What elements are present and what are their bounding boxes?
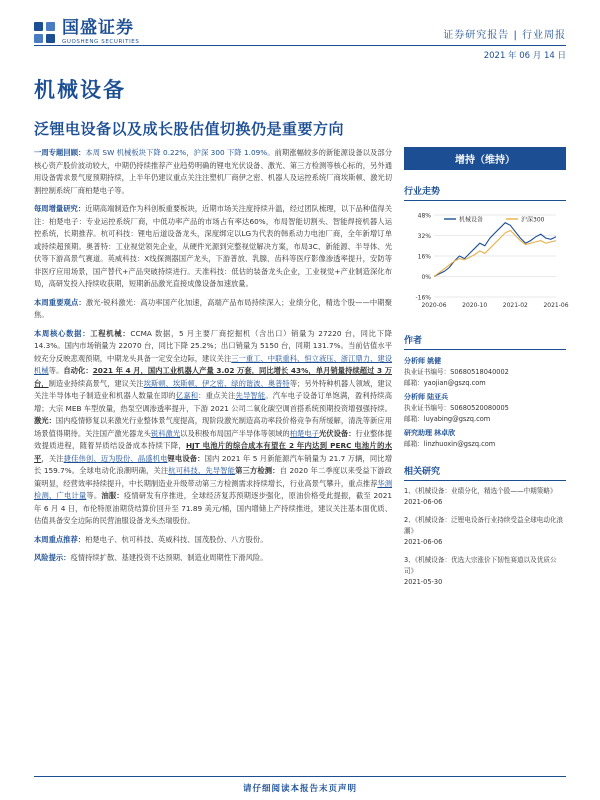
logo-text: 国盛证券 xyxy=(62,18,134,38)
emphasis-text: 2021 年 4 月，国内工业机器人产量 3.02 万套，同比增长 43%，单月销量持续超过 3 万台， xyxy=(34,366,392,388)
stock-link[interactable]: 埃斯顿、埃斯顿、伊之密、绿的谐波、奥普特 xyxy=(143,378,290,388)
logo-icon xyxy=(34,22,56,44)
body-text: CCMA 数据，5 月主要厂商挖掘机（含出口）销量为 27220 台，同比下降 14.3%。国内市场销量为 22070 台，同比下降 25.2%；出口销量为 5150 台，同期 131.7%。当前估值水平较充分反映悲观预期，中期龙头具备一定安全边际，建议关注 xyxy=(34,328,393,363)
related-title: 2、《机械设备：泛锂电设备行业持续受益全球电动化浪潮》 xyxy=(404,516,564,535)
related-item[interactable] xyxy=(404,515,566,548)
y-tick-label: 32% xyxy=(417,233,431,240)
x-tick-label: 2021-06 xyxy=(543,302,569,309)
report-type: 证券研究报告 | 行业周报 xyxy=(443,30,566,41)
section-label: 本周核心数据： xyxy=(34,328,91,338)
stock-link[interactable]: 先导智能 xyxy=(235,391,266,400)
core-data-paragraph xyxy=(34,328,392,528)
emphasis-text: HJT 电池片的综合成本有望在 2 年内达到 PERC 电池片的水平 xyxy=(34,441,392,463)
sidebar xyxy=(404,147,569,595)
y-tick-label: 48% xyxy=(417,212,431,220)
related-title: 3、《机械设备：优选大宗涨价下韧性赛道以及优质公司》 xyxy=(404,556,557,575)
stock-link[interactable]: 锐科激光 xyxy=(150,428,181,438)
analysts-section-title: 作者 xyxy=(404,333,566,350)
body-text: 等；另外特种机器人领域，建议关注半导体电子制造业和机器人数量在即的 xyxy=(34,378,393,400)
highlight-text: 本周 SW 机械板块下降 0.22%，沪深 300 下降 1.09%。 xyxy=(85,148,275,157)
stock-link[interactable]: 亿嘉和 xyxy=(175,391,199,400)
analyst-name: 林卓欣 xyxy=(434,429,456,437)
related-date: 2021-05-30 xyxy=(404,578,443,586)
trend-chart xyxy=(404,207,569,319)
body-text: 疫情持续扩散、基建投资不达预期、制造业周期性下滑风险。 xyxy=(70,553,268,562)
body-text: ，关注 xyxy=(41,453,64,463)
analyst-cert: 执业证书编号：S0680520080005 xyxy=(404,404,509,412)
analyst-entry xyxy=(404,428,566,450)
key-view-paragraph xyxy=(34,297,392,322)
body-text: 近期高端制造作为科创板重要板块，近期市场关注度持续升温，经过团队梳理，以下品种值得关注：柏楚电子：专业运控系统厂商，中低功率产品的市场占有率达60%，布局智能切割头、智能焊接机器人运控系统，长期推荐。杭可科技：锂电后道设备龙头，深度绑定以LG为代表的韩系动力电池厂商，全年新增订单或持续超预期。奥普特：工业视觉领先企业，从硬件光源到完整视觉解决方案，布局3C、新能源、半导体、光伏等下游高景气赛道。英威科技：X线探测器国产龙头，下游普放、乳腺、齿科等医疗影像渗透率提升，安防等非医疗应用场景，国产替代+产品突破持续进行。天准科技：低估的装备龙头企业，工业视觉+产业制造深化布局，高研发投入持续收获期，短期新品激光直接成像设备加速放量。 xyxy=(34,204,393,288)
body-text: 国内疫情修复以来激光行业整体景气度提高，现阶段激光制造高功率段价格竞争有所缓解，清洗等新应用场景值得期待。关注国产激光器龙头 xyxy=(34,416,392,438)
x-tick-label: 2020-06 xyxy=(421,302,447,309)
analyst-email[interactable]: 邮箱：yaojian@gszq.com xyxy=(404,379,486,387)
legend-label: 机械设备 xyxy=(459,216,484,224)
industry-title: 机械设备 xyxy=(34,78,126,102)
report-date: 2021 年 06 月 14 日 xyxy=(483,51,566,61)
section-label: 每周增量研究： xyxy=(34,204,86,213)
related-date: 2021-06-06 xyxy=(404,498,443,506)
y-tick-label: 0% xyxy=(421,274,431,281)
body-text: 柏楚电子、杭可科技、英威科技、国茂股份、八方股份。 xyxy=(85,534,268,544)
footer-disclaimer: 请仔细阅读本报告末页声明 xyxy=(242,784,357,794)
body-text: 前期涨幅较多的新能源设备以及部分核心资产股价波动较大，中期仍持续推荐产业趋势明确的锂电光伏设备、激光、第三方检测等核心标的，另外通用设备需求景气度预期持续，上半年仍建议重点关注注塑机厂商伊之密、机器人及运控系统厂商埃斯顿、激光切割控制系统厂商柏楚电子等。 xyxy=(34,148,392,195)
subsection-label: 锂电设备： xyxy=(167,453,205,463)
analyst-name: 陆亚兵 xyxy=(427,393,449,401)
logo-subtext: GUOSHENG SECURITIES xyxy=(62,39,140,45)
series-line xyxy=(434,223,556,277)
stock-link[interactable]: 三一重工、中联重科、恒立液压、浙江鼎力、建设机械 xyxy=(34,353,393,375)
analyst-cert: 执业证书编号：S0680518040002 xyxy=(404,368,509,376)
trend-chart-svg xyxy=(404,207,569,319)
related-item[interactable] xyxy=(404,486,566,508)
analyst-email[interactable]: 邮箱：luyabing@gszq.com xyxy=(404,415,491,423)
y-tick-label: 16% xyxy=(417,253,431,261)
page-footer xyxy=(0,776,600,800)
recommendations-paragraph xyxy=(34,534,392,547)
subsection-label: 光伏设备： xyxy=(318,428,356,438)
body-text: 等。 xyxy=(48,366,64,375)
header-rule xyxy=(34,45,566,46)
body-text: 疫情研发有序推进，全球经济复苏预期逐步强化，原油价格受此提振，截至 2021 年 6 月 4 日，布伦特原油期货结算价回升至 71.89 美元/桶，国内增储上产持续推进，建议关注基本面优质、估值具备安全边际的民营油服设备龙头杰瑞股份。 xyxy=(34,491,393,525)
related-item[interactable] xyxy=(404,555,566,588)
trend-section-title: 行业走势 xyxy=(404,184,566,201)
stock-link[interactable]: 捷佳伟创、迈为股份、晶盛机电 xyxy=(63,453,168,463)
related-title: 1、《机械设备：业绩分化，精选个股——中期策略》 xyxy=(404,487,557,495)
stock-link[interactable]: 杭可科技、先导智能 xyxy=(168,466,236,475)
report-headline: 泛锂电设备以及成长股估值切换仍是重要方向 xyxy=(34,120,345,138)
body-text: 激光-锐科激光：高功率国产化加速，高端产品布局持续深入；业绩分化，精选个股——中期聚焦。 xyxy=(34,297,392,319)
subsection-label: 第三方检测： xyxy=(235,466,280,475)
subsection-label: 激光： xyxy=(34,416,56,425)
section-label: 一周专题回顾： xyxy=(34,148,86,157)
related-section-title: 相关研究 xyxy=(404,464,566,481)
subsection-label: 自动化： xyxy=(63,366,93,375)
analyst-role: 研究助理 xyxy=(404,429,432,437)
footer-rule xyxy=(34,776,566,777)
stock-link[interactable]: 华测检测、广电计量 xyxy=(34,478,393,500)
section-label: 风险提示： xyxy=(34,553,71,562)
body-text: 国内 2021 年 5 月新能源汽车销量为 21.7 万辆，同比增长 159.7%。全球电动化浪潮明确，关注 xyxy=(34,453,393,475)
weekly-review-paragraph xyxy=(34,147,392,197)
main-body xyxy=(34,147,392,571)
body-text: 以及积极布局国产半导体等领域的 xyxy=(180,428,290,438)
report-header xyxy=(0,0,600,62)
analyst-list xyxy=(404,356,566,450)
incremental-research-paragraph xyxy=(34,203,392,291)
body-text: 等。 xyxy=(86,491,102,500)
rating-badge: 增持（维持） xyxy=(404,147,566,170)
related-date: 2021-06-06 xyxy=(404,538,443,546)
analyst-email[interactable]: 邮箱：linzhuoxin@gszq.com xyxy=(404,440,496,448)
x-tick-label: 2020-10 xyxy=(462,302,488,309)
brand-logo xyxy=(34,20,139,45)
risk-paragraph xyxy=(34,552,392,565)
analyst-role: 分析师 xyxy=(404,357,425,365)
body-text: 。汽车电子设备订单饱满，盈利持续高增；大宗 MEB 车型放量，热泵空调渗透率提升，下游 2021 公司二氧化碳空调首搭系统预期投资增强强持续。 xyxy=(34,391,393,413)
x-tick-label: 2021-02 xyxy=(502,302,528,309)
stock-link[interactable]: 柏楚电子 xyxy=(289,428,319,438)
section-label: 本周重要观点： xyxy=(34,297,86,307)
analyst-name: 姚健 xyxy=(427,357,442,365)
analyst-entry xyxy=(404,356,566,389)
body-text: 自 2020 年二季度以来受益下游政策明显，经营效率持续提升，中长期制造业升级带动第三方检测需求持续增长，行业高景气攀升，重点推荐 xyxy=(34,466,392,488)
subsection-label: 油服： xyxy=(101,491,124,500)
section-label: 本周重点推荐： xyxy=(34,534,86,544)
legend-label: 沪深300 xyxy=(521,216,545,224)
analyst-role: 分析师 xyxy=(404,393,425,401)
subsection-label: 工程机械： xyxy=(90,328,131,338)
body-text: 制造业持续高景气，建议关注 xyxy=(48,378,144,388)
related-list xyxy=(404,486,566,588)
analyst-entry xyxy=(404,392,566,425)
body-text: 行业整体提效提质进程，随着异质结设备成本持续下降， xyxy=(34,428,393,450)
body-text: ：重点关注 xyxy=(198,391,236,400)
series-line xyxy=(434,230,556,276)
y-tick-label: -16% xyxy=(415,294,431,302)
